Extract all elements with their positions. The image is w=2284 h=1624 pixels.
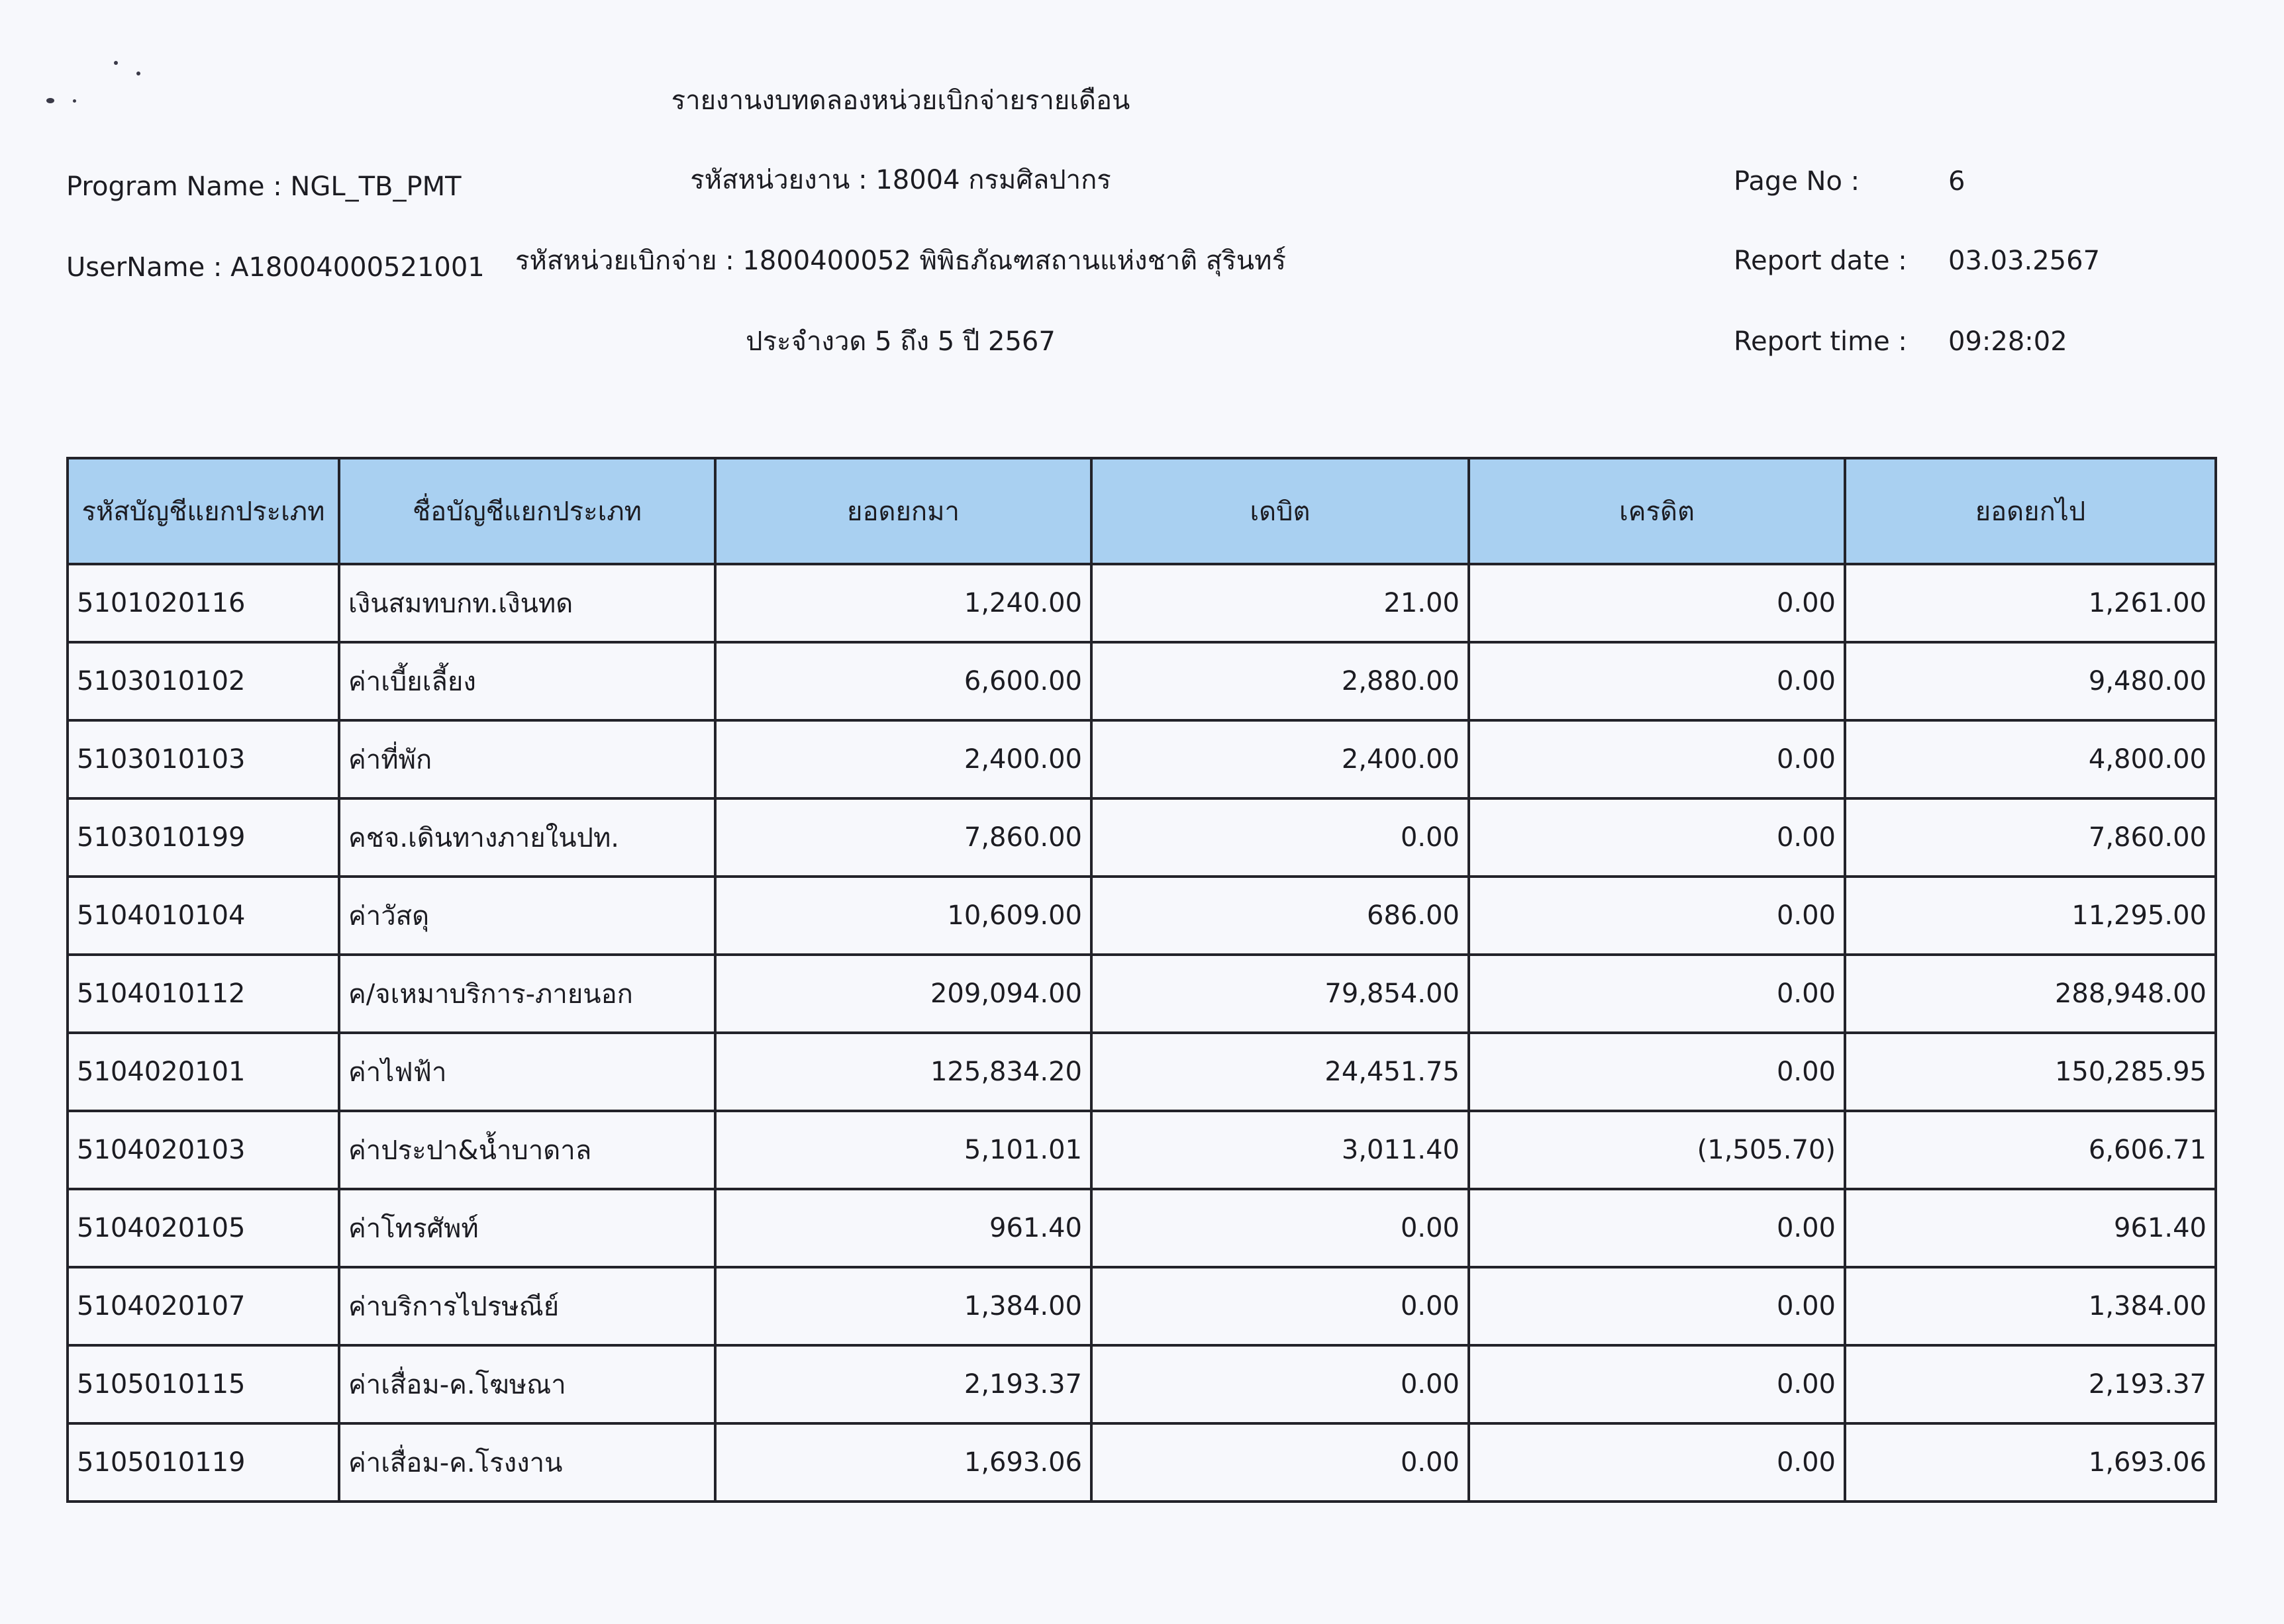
debit-cell: 0.00 (1091, 1267, 1469, 1345)
closing-balance-cell: 288,948.00 (1845, 955, 2216, 1033)
debit-cell: 24,451.75 (1091, 1033, 1469, 1111)
account-code-cell: 5105010119 (68, 1423, 339, 1502)
credit-cell: 0.00 (1469, 798, 1845, 877)
column-header-opening-balance: ยอดยกมา (715, 458, 1091, 564)
closing-balance-cell: 2,193.37 (1845, 1345, 2216, 1423)
table-row (68, 877, 2216, 955)
opening-balance-cell: 6,600.00 (715, 642, 1091, 720)
opening-balance-cell: 125,834.20 (715, 1033, 1091, 1111)
table-row (68, 1345, 2216, 1423)
report-time-label: Report time : (1734, 326, 1907, 357)
opening-balance-cell: 2,193.37 (715, 1345, 1091, 1423)
report-date-value: 03.03.2567 (1948, 246, 2101, 276)
account-name-cell: ค่าไฟฟ้า (339, 1033, 715, 1111)
opening-balance-cell: 1,693.06 (715, 1423, 1091, 1502)
trial-balance-table (66, 457, 2217, 1503)
closing-balance-cell: 9,480.00 (1845, 642, 2216, 720)
account-name-cell: ค่าบริการไปรษณีย์ (339, 1267, 715, 1345)
account-code-cell: 5104020103 (68, 1111, 339, 1189)
account-name-cell: เงินสมทบกท.เงินทด (339, 564, 715, 642)
credit-cell: 0.00 (1469, 720, 1845, 798)
closing-balance-cell: 6,606.71 (1845, 1111, 2216, 1189)
closing-balance-cell: 1,693.06 (1845, 1423, 2216, 1502)
page-no-label: Page No : (1734, 166, 1860, 197)
debit-cell: 2,880.00 (1091, 642, 1469, 720)
account-name-cell: ค่าเสื่อม-ค.โรงงาน (339, 1423, 715, 1502)
closing-balance-cell: 4,800.00 (1845, 720, 2216, 798)
report-title: รายงานงบทดลองหน่วยเบิกจ่ายรายเดือน (671, 85, 1130, 116)
scan-speck (114, 61, 118, 65)
credit-cell: 0.00 (1469, 642, 1845, 720)
closing-balance-cell: 1,384.00 (1845, 1267, 2216, 1345)
table-row (68, 955, 2216, 1033)
table-row (68, 1111, 2216, 1189)
opening-balance-cell: 2,400.00 (715, 720, 1091, 798)
credit-cell: 0.00 (1469, 1033, 1845, 1111)
debit-cell: 21.00 (1091, 564, 1469, 642)
account-code-cell: 5104020105 (68, 1189, 339, 1267)
debit-cell: 0.00 (1091, 1345, 1469, 1423)
credit-cell: 0.00 (1469, 877, 1845, 955)
account-name-cell: ค่าวัสดุ (339, 877, 715, 955)
table-row (68, 564, 2216, 642)
closing-balance-cell: 7,860.00 (1845, 798, 2216, 877)
account-name-cell: คชจ.เดินทางภายในปท. (339, 798, 715, 877)
report-time-value: 09:28:02 (1948, 326, 2067, 357)
opening-balance-cell: 1,384.00 (715, 1267, 1091, 1345)
account-code-cell: 5104010104 (68, 877, 339, 955)
debit-cell: 0.00 (1091, 1423, 1469, 1502)
account-name-cell: ค/จเหมาบริการ-ภายนอก (339, 955, 715, 1033)
account-code-cell: 5104020107 (68, 1267, 339, 1345)
closing-balance-cell: 150,285.95 (1845, 1033, 2216, 1111)
credit-cell: 0.00 (1469, 955, 1845, 1033)
table-row (68, 1033, 2216, 1111)
closing-balance-cell: 961.40 (1845, 1189, 2216, 1267)
opening-balance-cell: 1,240.00 (715, 564, 1091, 642)
account-name-cell: ค่าที่พัก (339, 720, 715, 798)
account-name-cell: ค่าประปา&น้ำบาดาล (339, 1111, 715, 1189)
table-row (68, 1423, 2216, 1502)
credit-cell: 0.00 (1469, 1423, 1845, 1502)
debit-cell: 2,400.00 (1091, 720, 1469, 798)
debit-cell: 0.00 (1091, 798, 1469, 877)
debit-cell: 0.00 (1091, 1189, 1469, 1267)
credit-cell: (1,505.70) (1469, 1111, 1845, 1189)
table-row (68, 642, 2216, 720)
opening-balance-cell: 7,860.00 (715, 798, 1091, 877)
account-code-cell: 5103010199 (68, 798, 339, 877)
table-row (68, 720, 2216, 798)
opening-balance-cell: 5,101.01 (715, 1111, 1091, 1189)
user-name: UserName : A18004000521001 (66, 252, 485, 283)
table-row (68, 1267, 2216, 1345)
report-period: ประจำงวด 5 ถึง 5 ปี 2567 (746, 326, 1056, 357)
program-name: Program Name : NGL_TB_PMT (66, 171, 462, 202)
account-code-cell: 5103010103 (68, 720, 339, 798)
account-code-cell: 5105010115 (68, 1345, 339, 1423)
account-code-cell: 5104010112 (68, 955, 339, 1033)
account-name-cell: ค่าโทรศัพท์ (339, 1189, 715, 1267)
column-header-debit: เดบิต (1091, 458, 1469, 564)
account-code-cell: 5101020116 (68, 564, 339, 642)
closing-balance-cell: 11,295.00 (1845, 877, 2216, 955)
table-row (68, 798, 2216, 877)
debit-cell: 686.00 (1091, 877, 1469, 955)
credit-cell: 0.00 (1469, 1345, 1845, 1423)
column-header-account-code: รหัสบัญชีแยกประเภท (68, 458, 339, 564)
account-code-cell: 5103010102 (68, 642, 339, 720)
column-header-account-name: ชื่อบัญชีแยกประเภท (339, 458, 715, 564)
credit-cell: 0.00 (1469, 1267, 1845, 1345)
account-name-cell: ค่าเสื่อม-ค.โฆษณา (339, 1345, 715, 1423)
agency-code: รหัสหน่วยงาน : 18004 กรมศิลปากร (690, 165, 1111, 195)
opening-balance-cell: 10,609.00 (715, 877, 1091, 955)
debit-cell: 79,854.00 (1091, 955, 1469, 1033)
opening-balance-cell: 209,094.00 (715, 955, 1091, 1033)
table-header-row (68, 458, 2216, 564)
scan-speck (136, 72, 140, 75)
disbursement-unit: รหัสหน่วยเบิกจ่าย : 1800400052 พิพิธภัณฑสถานแห่งชาติ สุรินทร์ (515, 246, 1286, 276)
report-date-label: Report date : (1734, 246, 1907, 276)
credit-cell: 0.00 (1469, 1189, 1845, 1267)
credit-cell: 0.00 (1469, 564, 1845, 642)
page-no-value: 6 (1948, 166, 1965, 197)
opening-balance-cell: 961.40 (715, 1189, 1091, 1267)
account-name-cell: ค่าเบี้ยเลี้ยง (339, 642, 715, 720)
column-header-closing-balance: ยอดยกไป (1845, 458, 2216, 564)
column-header-credit: เครดิต (1469, 458, 1845, 564)
table-row (68, 1189, 2216, 1267)
account-code-cell: 5104020101 (68, 1033, 339, 1111)
closing-balance-cell: 1,261.00 (1845, 564, 2216, 642)
debit-cell: 3,011.40 (1091, 1111, 1469, 1189)
